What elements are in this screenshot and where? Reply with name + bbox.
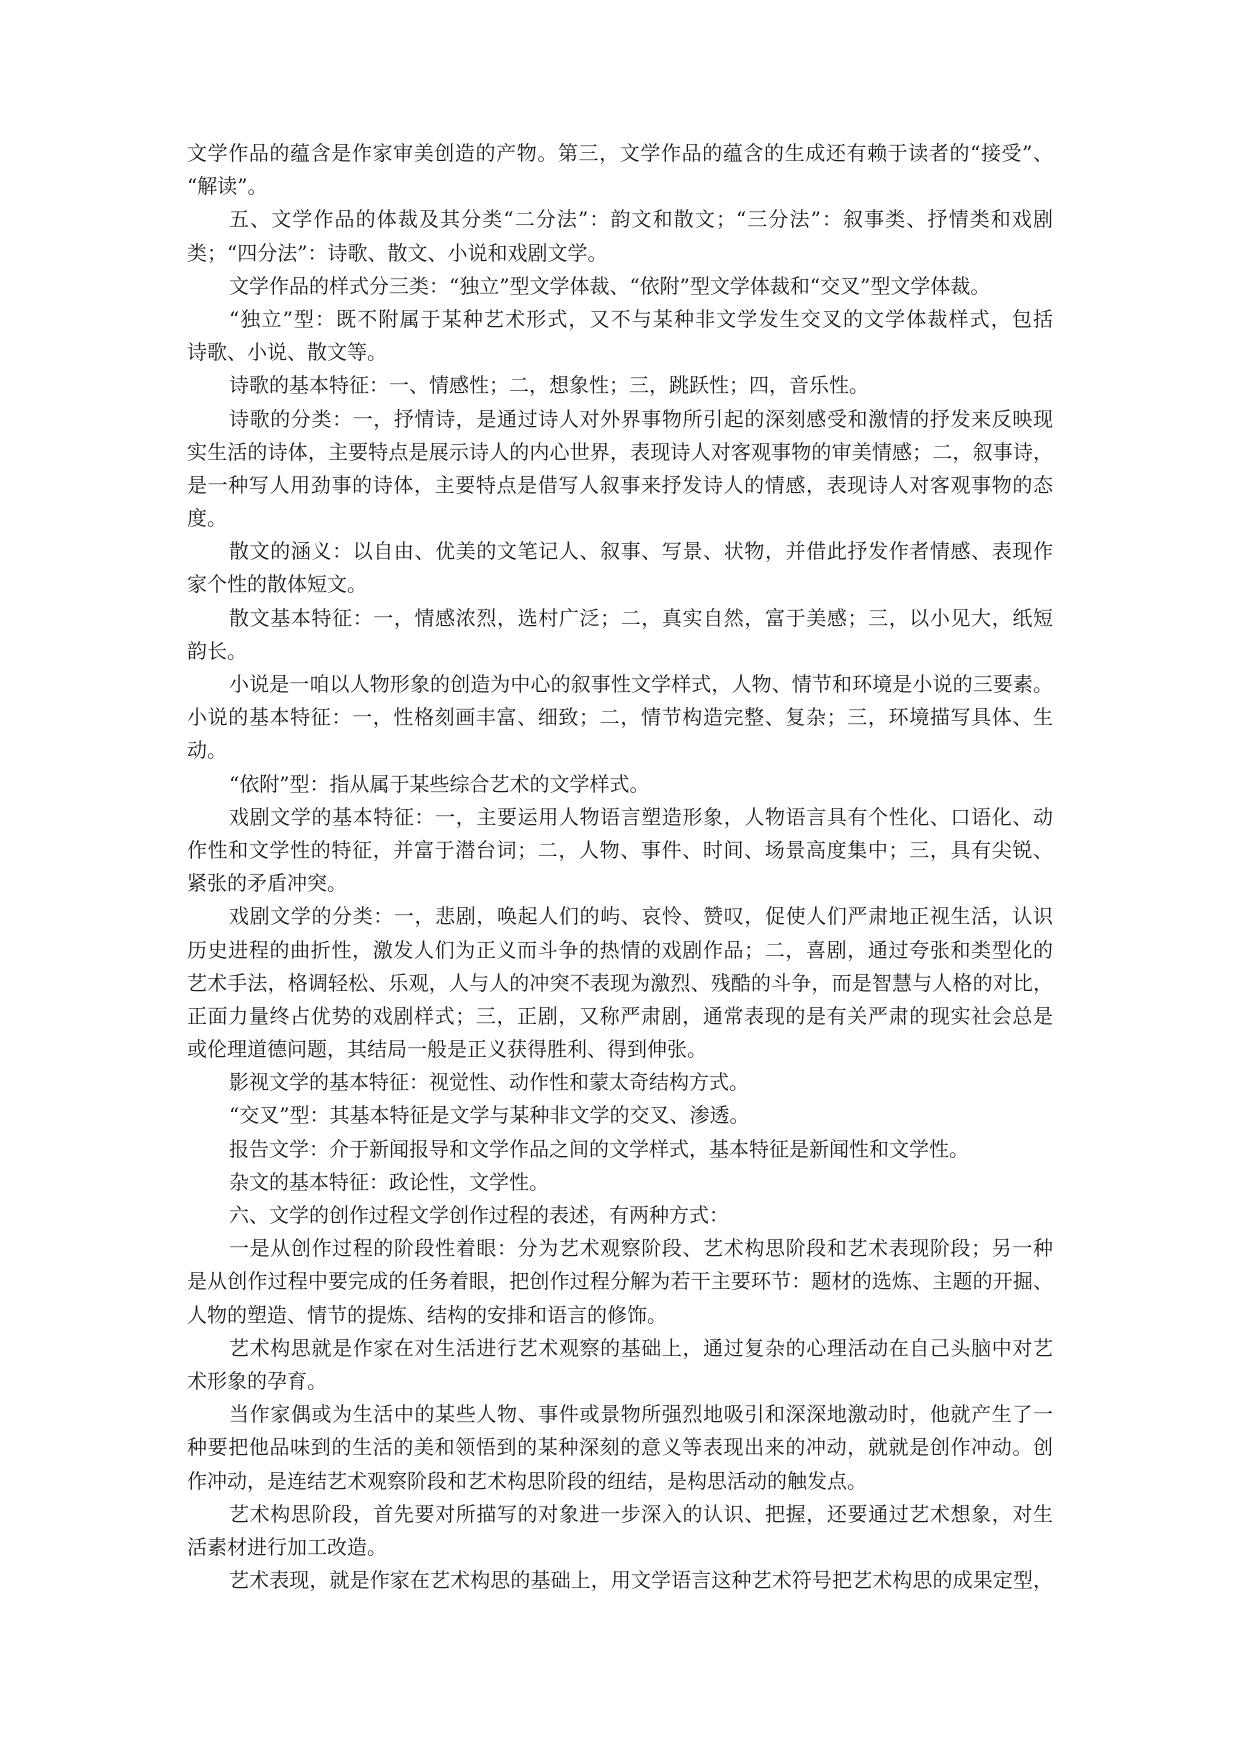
text-line: 是一种写人用劲事的诗体，主要特点是借写人叙事来抒发诗人的情感，表现诗人对客观事物的态	[187, 472, 1053, 497]
text-line: 六、文学的创作过程文学创作过程的表述，有两种方式：	[229, 1203, 729, 1227]
text-line: 诗歌的分类：一，抒情诗，是通过诗人对外界事物所引起的深刻感受和激情的抒发来反映现	[229, 406, 1053, 431]
paragraph	[187, 1199, 1053, 1232]
text-line: 小说是一咱以人物形象的创造为中心的叙事性文学样式，人物、情节和环境是小说的三要素。	[229, 672, 1053, 696]
paragraph	[187, 1332, 1053, 1398]
paragraph	[187, 1398, 1053, 1498]
text-line: 活素材进行加工改造。	[187, 1534, 387, 1559]
text-line: 术形象的孕育。	[187, 1368, 327, 1393]
paragraph	[187, 602, 1053, 668]
text-line: 正面力量终占优势的戏剧样式；三，正剧，又称严肃剧，通常表现的是有关严肃的现实社会总是	[187, 1003, 1053, 1028]
paragraph	[187, 801, 1053, 901]
text-line: 或伦理道德问题，其结局一般是正义获得胜利、得到伸张。	[187, 1037, 707, 1062]
text-line: 艺术表现，就是作家在艺术构思的基础上，用文学语言这种艺术符号把艺术构思的成果定型，	[229, 1568, 1053, 1593]
paragraph	[187, 1564, 1053, 1597]
paragraph	[187, 768, 1053, 801]
text-line: 戏剧文学的分类：一，悲剧，唤起人们的屿、哀怜、赞叹，促使人们严肃地正视生活，认识	[229, 904, 1053, 929]
paragraph	[187, 535, 1053, 601]
text-line: 散文的涵义：以自由、优美的文笔记人、叙事、写景、状物，并借此抒发作者情感、表现作	[229, 539, 1053, 564]
text-line: 诗歌的基本特征：一、情感性；二，想象性；三，跳跃性；四，音乐性。	[229, 373, 869, 398]
text-line: 艺术手法，格调轻松、乐观，人与人的冲突不表现为激烈、残酷的斗争，而是智慧与人格的对比，	[187, 970, 1053, 995]
text-line: 诗歌、小说、散文等。	[187, 340, 387, 365]
text-line: 实生活的诗体，主要特点是展示诗人的内心世界，表现诗人对客观事物的审美情感；二，叙事诗，	[187, 439, 1053, 464]
text-line: 五、文学作品的体裁及其分类“二分法”：韵文和散文；“三分法”：叙事类、抒情类和戏剧	[229, 207, 1053, 232]
text-line: 类；“四分法”：诗歌、散文、小说和戏剧文学。	[187, 240, 608, 265]
body-text	[187, 137, 1053, 1597]
text-line: “交叉”型：其基本特征是文学与某种非文学的交叉、渗透。	[229, 1103, 750, 1128]
text-line: 当作家偶或为生活中的某些人物、事件或景物所强烈地吸引和深深地激动时，他就产生了一	[229, 1402, 1053, 1427]
paragraph	[187, 668, 1053, 768]
text-line: 度。	[187, 506, 227, 531]
text-line: “依附”型：指从属于某些综合艺术的文学样式。	[229, 771, 650, 796]
text-line: 历史进程的曲折性，激发人们为正义而斗争的热情的戏剧作品；二，喜剧，通过夸张和类型化的	[187, 937, 1053, 962]
paragraph	[187, 369, 1053, 402]
text-line: 一是从创作过程的阶段性着眼：分为艺术观察阶段、艺术构思阶段和艺术表现阶段；另一种	[229, 1236, 1053, 1261]
text-line: 家个性的散体短文。	[187, 572, 367, 597]
text-line: 动。	[187, 738, 227, 763]
continued-paragraph	[187, 137, 1053, 203]
paragraph	[187, 1232, 1053, 1332]
text-line: 紧张的矛盾冲突。	[187, 871, 347, 896]
paragraph	[187, 1133, 1053, 1166]
text-line: 艺术构思就是作家在对生活进行艺术观察的基础上，通过复杂的心理活动在自己头脑中对艺	[229, 1335, 1053, 1360]
paragraph	[187, 1066, 1053, 1099]
text-line: 散文基本特征：一，情感浓烈，选村广泛；二，真实自然，富于美感；三，以小见大，纸短	[229, 605, 1053, 630]
paragraph	[187, 303, 1053, 369]
text-line: 文学作品的样式分三类：“独立”型文学体裁、“依附”型文学体裁和“交叉”型文学体裁。	[229, 273, 991, 298]
paragraph	[187, 1498, 1053, 1564]
paragraph	[187, 270, 1053, 303]
text-line: 是从创作过程中要完成的任务着眼，把创作过程分解为若干主要环节：题材的选炼、主题的开掘、	[187, 1269, 1053, 1294]
text-line: 艺术构思阶段，首先要对所描写的对象进一步深入的认识、把握，还要通过艺术想象，对生	[229, 1501, 1053, 1526]
text-line: 报告文学：介于新闻报导和文学作品之间的文学样式，基本特征是新闻性和文学性。	[229, 1136, 969, 1161]
text-line: 作冲动，是连结艺术观察阶段和艺术构思阶段的纽结，是构思活动的触发点。	[187, 1468, 867, 1493]
text-line: 人物的塑造、情节的提炼、结构的安排和语言的修饰。	[187, 1302, 667, 1327]
text-line: 戏剧文学的基本特征：一，主要运用人物语言塑造形象，人物语言具有个性化、口语化、动	[229, 804, 1053, 829]
text-line: “独立”型：既不附属于某种艺术形式，又不与某种非文学发生交叉的文学体裁样式，包括	[229, 306, 1053, 331]
text-line: 影视文学的基本特征：视觉性、动作性和蒙太奇结构方式。	[229, 1070, 749, 1095]
paragraph	[187, 203, 1053, 269]
text-line: 种要把他品味到的生活的美和领悟到的某种深刻的意义等表现出来的冲动，就就是创作冲动。创	[187, 1435, 1053, 1460]
text-line: 作性和文学性的特征，并富于潜台词；二，人物、事件、时间、场景高度集中；三，具有尖锐、	[187, 837, 1053, 862]
paragraph	[187, 1099, 1053, 1132]
paragraph	[187, 403, 1053, 536]
text-line: “解读”。	[187, 174, 268, 199]
paragraph	[187, 900, 1053, 1066]
text-line: 文学作品的蕴含是作家审美创造的产物。第三，文学作品的蕴含的生成还有赖于读者的“接受”、	[187, 141, 1053, 165]
paragraph	[187, 1166, 1053, 1199]
text-line: 韵长。	[187, 638, 247, 663]
text-line: 杂文的基本特征：政论性，文学性。	[229, 1169, 549, 1194]
text-line: 小说的基本特征：一，性格刻画丰富、细致；二，情节构造完整、复杂；三，环境描写具体、生	[187, 705, 1053, 730]
